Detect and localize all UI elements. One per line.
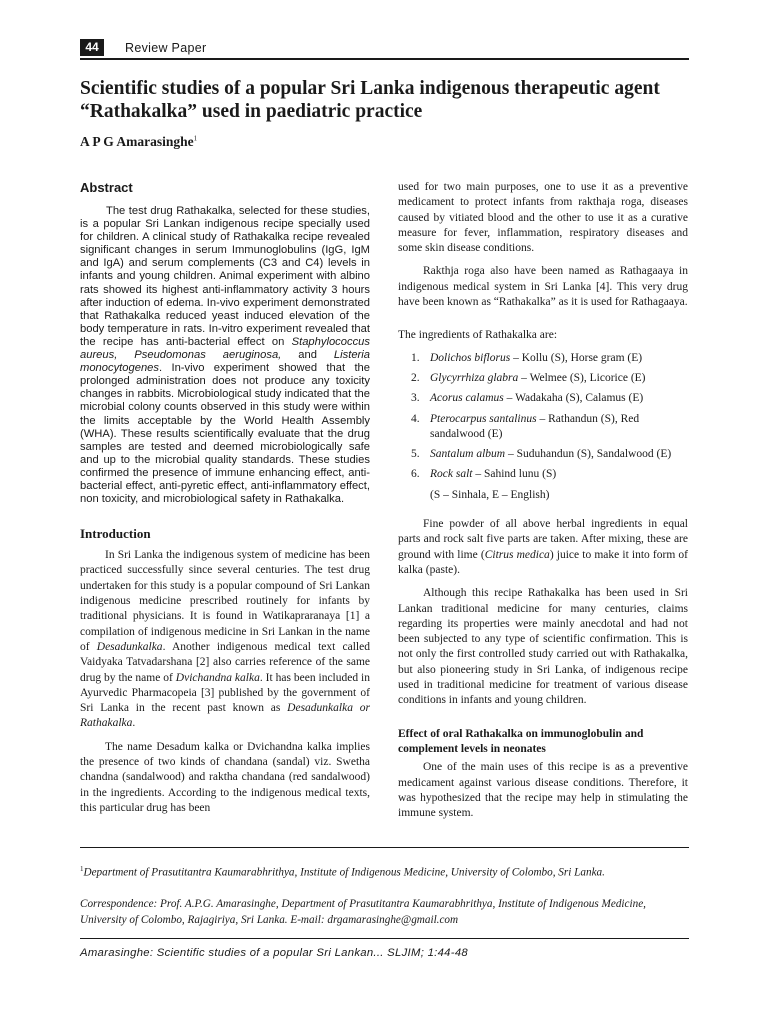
page-number: 44 bbox=[80, 39, 104, 56]
ingredient-number: 6. bbox=[411, 468, 420, 481]
intro-p1-italic-2: Dvichandna kalka bbox=[175, 671, 260, 684]
intro-p1-italic-1: Desadunkalka bbox=[96, 640, 163, 653]
effect-subsection-heading: Effect of oral Rathakalka on immunoglobulin and complement levels in neonates bbox=[398, 727, 644, 755]
correspondence-note: Correspondence: Prof. A.P.G. Amarasinghe, Department of Prasutitantra Kaumarabhrithya, Institute of Indigenous Medicine, University of Colombo, Rajagiriya, Sri Lanka. E-mail: drgamarasinghe@gmail.com bbox=[80, 898, 646, 926]
intro-p1-text-d: . bbox=[132, 717, 136, 730]
intro-p1-text-b: . Another indigenous medical text called Vaidyaka Tatvadarshana [2] also carries reference of the same drug by the name of bbox=[80, 640, 370, 684]
ingredient-latin-name: Santalum album bbox=[430, 448, 506, 461]
ingredient-latin-name: Pterocarpus santalinus bbox=[430, 412, 537, 425]
right-column bbox=[398, 180, 688, 821]
ingredient-common-names: – Suduhandun (S), Sandalwood (E) bbox=[505, 448, 672, 461]
footnote-mark: 1 bbox=[80, 865, 84, 873]
abstract-text-part-2: . In-vivo experiment showed that the prolonged administration does not produce any toxicity changes in rabbits. Microbiological study indicated that the microbial colony counts observed in this study were within the limits acceptable by the World Health Assembly (WHA). These results scientifically evaluate that the drug samples are tested and deemed microbiologically safe and up to the microbial quality standards. These studies confirmed the presence of immune enhancing effect, anti-bacterial effect, anti-pyretic effect, anti-inflammatory effect, non toxicity, and microbiological safety in Rathakalka. bbox=[80, 362, 370, 506]
abstract-species-2: Listeria monocytogenes bbox=[80, 349, 370, 375]
ingredient-number: 5. bbox=[411, 448, 420, 461]
ingredient-item bbox=[398, 467, 688, 482]
powder-text-b: ) juice to make it into form of kalka (paste). bbox=[398, 548, 688, 576]
abstract-heading: Abstract bbox=[80, 180, 133, 195]
abstract-text bbox=[80, 205, 370, 506]
abstract-text-part-1: The test drug Rathakalka, selected for these studies, is a popular Sri Lankan indigenous recipe specially used for children. A clinical study of Rathakalka recipe revealed significant changes in serum Immunoglobulins (IgG, IgM and IgA) and serum complements (C3 and C4) levels in infants and young children. Animal experiment with albino rats showed its highest anti-inflammatory activity 3 hours after induction of edema. In-vivo experiment demonstrated that Rathakalka reduced yeast induced elevation of the body temperature in rats. In-vitro experiment revealed that the recipe has anti-bacterial effect on bbox=[80, 205, 370, 348]
ingredient-item bbox=[398, 447, 688, 462]
author-line bbox=[80, 134, 197, 150]
ingredients-list bbox=[398, 351, 688, 483]
abstract-and: and bbox=[281, 349, 334, 362]
powder-italic: Citrus medica bbox=[484, 548, 550, 561]
author-name: A P G Amarasinghe bbox=[80, 134, 194, 149]
article-title: Scientific studies of a popular Sri Lanka indigenous therapeutic agent “Rathakalka” used in paediatric practice bbox=[80, 78, 660, 122]
ingredient-number: 3. bbox=[411, 392, 420, 405]
ingredient-item bbox=[398, 391, 688, 406]
ingredient-number: 4. bbox=[411, 412, 420, 425]
ingredient-latin-name: Acorus calamus bbox=[430, 392, 504, 405]
affiliation-footnote bbox=[80, 862, 689, 881]
ingredient-common-names: – Wadakaha (S), Calamus (E) bbox=[503, 392, 644, 405]
ingredient-common-names: – Sahind lunu (S) bbox=[472, 468, 557, 481]
header-divider bbox=[80, 58, 689, 60]
ingredient-common-names: – Rathandun (S), Red sandalwood (E) bbox=[430, 412, 640, 440]
although-paragraph: Although this recipe Rathakalka has been used in Sri Lankan traditional medicine for many centuries, claims regarding its properties were mainly anecdotal and had not been subjected to any type of scientific confirmation. This is not only the first controlled study carried out with Rathakalka, but also pioneering study in Sri Lanka, of indigenous recipe used in traditional medicine for treatment of various disease conditions in infants and young children. bbox=[398, 587, 688, 707]
author-affiliation-mark: 1 bbox=[193, 134, 198, 143]
page-header bbox=[80, 39, 689, 59]
intro-p1-text-a: In Sri Lanka the indigenous system of medicine has been practiced successfully since several centuries. The test drug undertaken for this study is a popular compound of Sri Lankan indigenous medicine prescribed routinely for infants by traditional physicians. It is found in Watikapraranaya [1] a compilation of indigenous medicine in Sri Lankan in the name of bbox=[80, 549, 370, 653]
section-label: Review Paper bbox=[125, 41, 207, 55]
powder-text-a: Fine powder of all above herbal ingredients in equal parts and rock salt five parts are taken. After mixing, these are ground with lime ( bbox=[398, 518, 688, 561]
introduction-heading: Introduction bbox=[80, 526, 151, 542]
left-column bbox=[80, 180, 370, 816]
effect-paragraph: One of the main uses of this recipe is as a preventive medicament against various disease conditions. Therefore, it was hypothesized that the recipe may help in stimulating the immune system. bbox=[398, 761, 688, 820]
ingredient-number: 1. bbox=[411, 351, 420, 364]
continued-paragraph: used for two main purposes, one to use it as a preventive medicament to protect infants from rakthaja roga, diseases caused by vitiated blood and the other to use it as a curative measure for fever, inflammation, respiratory diseases and some skin disease conditions. bbox=[398, 181, 688, 255]
ingredient-number: 2. bbox=[411, 371, 420, 384]
introduction-paragraph-1 bbox=[80, 548, 370, 732]
ingredient-common-names: – Kollu (S), Horse gram (E) bbox=[510, 351, 643, 364]
rakthja-paragraph: Rakthja roga also have been named as Rathagaaya in indigenous medical system in Sri Lanka [4]. This very drug have been known as “Rathakalka” as it is used for Rathagaaya. bbox=[398, 265, 688, 309]
ingredient-latin-name: Rock salt bbox=[430, 468, 473, 481]
running-footer: Amarasinghe: Scientific studies of a popular Sri Lankan... SLJIM; 1:44-48 bbox=[80, 947, 468, 959]
footer-divider bbox=[80, 938, 689, 939]
ingredient-item bbox=[398, 351, 688, 366]
ingredients-intro: The ingredients of Rathakalka are: bbox=[398, 329, 558, 342]
intro-p1-text-c: . It has been included in Ayurvedic Pharmacopeia [3] published by the government of Sri Lanka in the recent past known as bbox=[80, 671, 370, 715]
affiliation-text: Department of Prasutitantra Kaumarabhrithya, Institute of Indigenous Medicine, University of Colombo, Sri Lanka. bbox=[83, 866, 605, 879]
ingredient-item bbox=[398, 371, 688, 386]
footnote-divider bbox=[80, 847, 689, 848]
powder-paragraph bbox=[398, 517, 688, 578]
ingredient-common-names: – Welmee (S), Licorice (E) bbox=[518, 371, 646, 384]
intro-p1-italic-3: Desadunkalka or Rathakalka bbox=[80, 702, 370, 730]
ingredient-latin-name: Glycyrrhiza glabra bbox=[430, 371, 519, 384]
introduction-paragraph-2: The name Desadum kalka or Dvichandna kalka implies the presence of two kinds of chandana (sandal) viz. Swetha chandna (sandalwood) and raktha chandana (red sandalwood) in the ingredients. According to the indigenous medical texts, this particular drug has been bbox=[80, 740, 370, 814]
ingredient-item bbox=[398, 412, 688, 443]
language-legend: (S – Sinhala, E – English) bbox=[430, 488, 550, 501]
ingredient-latin-name: Dolichos biflorus bbox=[430, 351, 511, 364]
abstract-species-1: Staphylococcus aureus, Pseudomonas aeruginosa, bbox=[80, 335, 370, 362]
